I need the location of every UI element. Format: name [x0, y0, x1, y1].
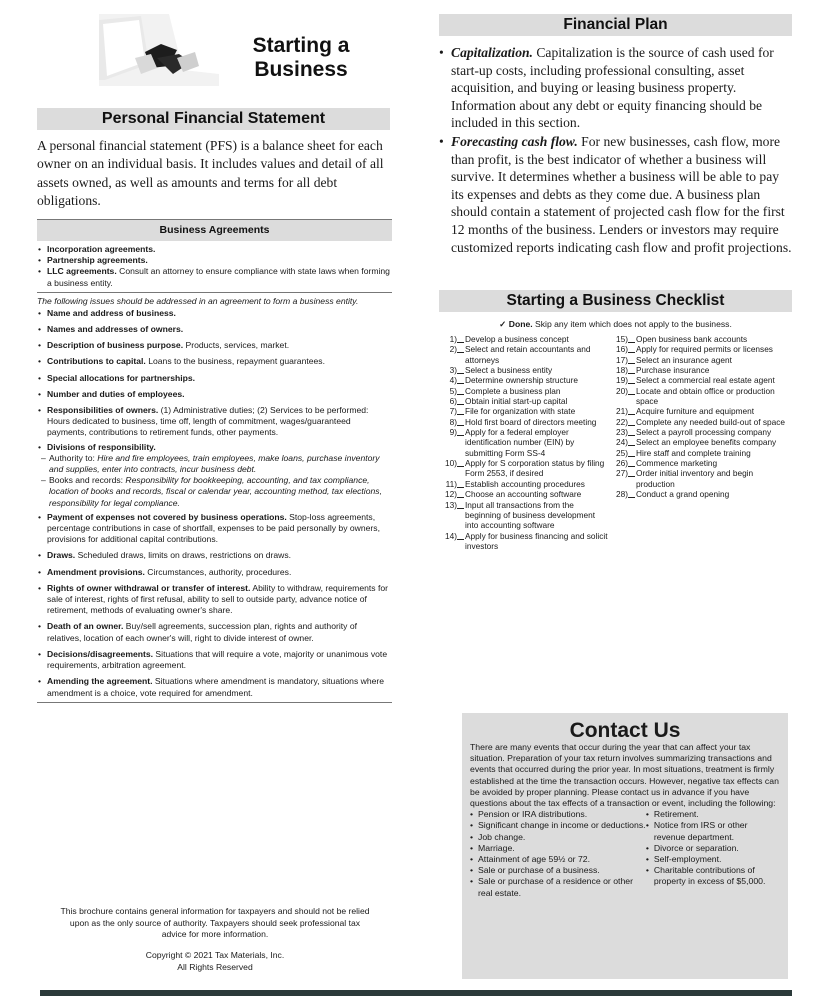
- sub-item: – Authority to: Hire and fire employees, train employees, make loans, purchase inventory and supplies, enter into contracts, incur business debt.: [41, 453, 392, 475]
- checklist-item: 13) Input all transactions from the beginning of business development into accounting software: [445, 499, 596, 531]
- pfs-text: A personal financial statement (PFS) is a balance sheet for each owner on an individual basis. It includes values and detail of all assets owned, as well as amounts and terms for all debt obligations.: [37, 138, 384, 209]
- checkbox-line[interactable]: [628, 437, 635, 446]
- checklist-item: 12) Choose an accounting software: [445, 489, 582, 500]
- checklist-item: 25) Hire staff and complete training: [616, 447, 751, 458]
- checklist-item: 2) Select and retain accountants and attorneys: [449, 344, 591, 365]
- checkbox-line[interactable]: [457, 458, 464, 467]
- list-item: • Retirement.: [646, 809, 780, 820]
- checkbox-line[interactable]: [457, 365, 464, 374]
- checklist-item: 1) Develop a business concept: [449, 334, 569, 344]
- checklist-item: 19) Select a commercial real estate agent: [616, 375, 775, 386]
- list-item: • Notice from IRS or other revenue department.: [646, 820, 780, 842]
- divider: [37, 702, 392, 703]
- divisions-sublist: [37, 453, 392, 509]
- checkbox-line[interactable]: [457, 500, 464, 509]
- checkbox-line[interactable]: [457, 531, 464, 540]
- checklist-item: 18) Purchase insurance: [616, 365, 710, 376]
- checklist-item: 24) Select an employee benefits company: [616, 437, 777, 448]
- checklist-item: 14) Apply for business financing and solicit investors: [445, 530, 608, 551]
- checkbox-line[interactable]: [457, 396, 464, 405]
- list-item: • Amending the agreement. Situations where amendment is mandatory, situations where amendment is a choice, vote required for amendment.: [37, 676, 392, 698]
- list-item: • Job change.: [470, 832, 646, 843]
- checkbox-line[interactable]: [628, 355, 635, 364]
- financial-plan-heading: Financial Plan: [439, 14, 792, 36]
- list-item: • Forecasting cash flow. For new businesses, cash flow, more than profit, is the best indicator of whether a business will survive. It determines whether a business will be able to pay its expenses and debts as they come due. A business plan should contain a statement of projected cash flow for the first 12 months of the business. Lenders or investors may require customized reports indicating cash flow and profit projections.: [439, 133, 793, 256]
- list-item: • Decisions/disagreements. Situations that will require a vote, majority or unanimous vote requirements, arbitration agreement.: [37, 649, 392, 671]
- checkbox-line[interactable]: [457, 417, 464, 426]
- list-item: • Name and address of business.: [37, 308, 392, 319]
- checklist-item: 27) Order initial inventory and begin production: [616, 468, 754, 489]
- contact-events: [470, 809, 780, 899]
- business-agreements-heading: Business Agreements: [37, 220, 392, 241]
- checklist-item: 4) Determine ownership structure: [449, 375, 578, 386]
- checklist-item: 3) Select a business entity: [449, 365, 553, 376]
- list-item: • LLC agreements. Consult an attorney to ensure compliance with state laws when forming a business entity.: [37, 266, 392, 288]
- list-item: • Rights of owner withdrawal or transfer of interest. Ability to withdraw, requirements for sale of interest, rights of first refusal, ability to sell to outside party, advance notice of retirement, methods of evaluating owner's share.: [37, 583, 392, 617]
- checkbox-line[interactable]: [457, 375, 464, 384]
- checkbox-line[interactable]: [457, 427, 464, 436]
- contact-title: Contact Us: [569, 719, 681, 742]
- list-item: • Description of business purpose. Products, services, market.: [37, 340, 392, 351]
- agreement-issues-list-2: [37, 512, 392, 699]
- checklist-heading: Starting a Business Checklist: [439, 290, 792, 312]
- check-icon: ✓: [499, 319, 507, 329]
- list-item: • Partnership agreements.: [37, 255, 392, 266]
- checkbox-line[interactable]: [628, 406, 635, 415]
- disclaimer-text: This brochure contains general information for taxpayers and should not be relied upon as the only source of authority. Taxpayers should seek professional tax advice for more information.: [60, 906, 370, 940]
- checklist-item: 15) Open business bank accounts: [616, 334, 748, 344]
- checklist-item: 8) Hold first board of directors meeting: [449, 416, 597, 427]
- checklist-item: 28) Conduct a grand opening: [616, 489, 730, 500]
- list-item: • Amendment provisions. Circumstances, authority, procedures.: [37, 567, 392, 578]
- checkbox-line[interactable]: [628, 375, 635, 384]
- checkbox-line[interactable]: [628, 365, 635, 374]
- checkbox-line[interactable]: [457, 489, 464, 498]
- list-item: • Divorce or separation.: [646, 843, 780, 854]
- checkbox-line[interactable]: [457, 479, 464, 488]
- bottom-bar: [40, 990, 792, 996]
- checkbox-line[interactable]: [628, 489, 635, 498]
- checklist-item: 20) Locate and obtain office or production space: [616, 385, 775, 407]
- list-item: • Draws. Scheduled draws, limits on draws, restrictions on draws.: [37, 550, 392, 561]
- brochure-title: Starting a Business: [252, 34, 350, 81]
- agreement-types-list: [37, 244, 392, 289]
- checkbox-line[interactable]: [628, 417, 635, 426]
- checklist-right-column: [611, 334, 794, 500]
- list-item: • Charitable contributions of property in excess of $5,000.: [646, 865, 780, 887]
- checklist-left-column: [440, 334, 610, 551]
- list-item: • Significant change in income or deductions.: [470, 820, 646, 831]
- checkbox-line[interactable]: [628, 427, 635, 436]
- checkbox-line[interactable]: [457, 334, 464, 343]
- list-item: • Number and duties of employees.: [37, 389, 392, 400]
- list-item: • Death of an owner. Buy/sell agreements, succession plan, rights and authority of relatives, location of each owner's will, right to divide interest of owner.: [37, 621, 392, 643]
- list-item: • Names and addresses of owners.: [37, 324, 392, 335]
- checklist-item: 22) Complete any needed build-out of space: [616, 416, 785, 427]
- sub-item: – Books and records: Responsibility for bookkeeping, accounting, and tax compliance, location of books and records, fiscal or calendar year, accounting method, tax elections, responsibility for legal compliance.: [41, 475, 392, 509]
- list-item: • Self-employment.: [646, 854, 780, 865]
- agreement-issues-list: [37, 308, 392, 453]
- list-item: • Pension or IRA distributions.: [470, 809, 646, 820]
- list-item: • Contributions to capital. Loans to the business, repayment guarantees.: [37, 356, 392, 367]
- contact-events-right: [646, 809, 780, 899]
- copyright-line: Copyright © 2021 Tax Materials, Inc.: [145, 950, 285, 960]
- contact-events-left: [470, 809, 646, 899]
- handshake-photo: [99, 14, 219, 86]
- checklist-item: 16) Apply for required permits or licenses: [616, 344, 773, 355]
- list-item: • Incorporation agreements.: [37, 244, 392, 255]
- contact-text: There are many events that occur during the year that can affect your tax situation. Preparation of your tax return involves summarizing transactions and events that occurred during the prior year. In most situations, treatment is firmly established at the time the transaction occurs. However, negative tax effects can be avoided by proper planning. Please contact us in advance if you have questions about the tax effects of a transaction or event, including the following:: [470, 742, 779, 809]
- agreement-intro: The following issues should be addressed in an agreement to form a business entity.: [37, 295, 359, 306]
- list-item: • Marriage.: [470, 843, 646, 854]
- checklist-item: 7) File for organization with state: [449, 406, 576, 417]
- checkbox-line[interactable]: [628, 468, 635, 477]
- checklist-item: 9) Apply for a federal employer identification number (EIN) by submitting Form SS-4: [449, 427, 575, 458]
- contact-box: [462, 713, 788, 979]
- checklist-item: 26) Commence marketing: [616, 458, 718, 469]
- list-item: • Capitalization. Capitalization is the source of cash used for start-up costs, including professional consulting, asset acquisition, and buying or leasing business property. Information about any debt or equity financing should be included in this section.: [439, 44, 793, 132]
- checkbox-line[interactable]: [628, 448, 635, 457]
- financial-plan-list: [439, 44, 793, 257]
- checklist-item: 11) Establish accounting procedures: [445, 478, 585, 489]
- business-agreements-box: [37, 219, 392, 703]
- list-item: • Sale or purchase of a business.: [470, 865, 646, 876]
- list-item: • Responsibilities of owners. (1) Administrative duties; (2) Services to be performed: Hours dedicated to business, time off, length of commitment, wages/guaranteed payments, contributions to retirement funds, other payments.: [37, 405, 392, 439]
- checkbox-line[interactable]: [457, 344, 464, 353]
- checklist-item: 21) Acquire furniture and equipment: [616, 406, 755, 417]
- checklist-item: 6) Obtain initial start-up capital: [449, 396, 568, 407]
- checkbox-line[interactable]: [628, 386, 635, 395]
- copyright: [60, 950, 370, 973]
- checklist-item: 10) Apply for S corporation status by filing Form 2553, if desired: [445, 458, 605, 479]
- checkbox-line[interactable]: [457, 386, 464, 395]
- list-item: • Payment of expenses not covered by business operations. Stop-loss agreements, percentage contributions in case of shortfall, expenses to be paid personally by owners, provisions for additional capital contributions.: [37, 512, 392, 546]
- checkbox-line[interactable]: [628, 334, 635, 343]
- list-item: • Attainment of age 59½ or 72.: [470, 854, 646, 865]
- checklist-item: 23) Select a payroll processing company: [616, 427, 772, 438]
- checklist-note: ✓ Done. Skip any item which does not apply to the business.: [499, 319, 732, 329]
- list-item: • Sale or purchase of a residence or other real estate.: [470, 876, 646, 898]
- checkbox-line[interactable]: [457, 406, 464, 415]
- list-item: • Special allocations for partnerships.: [37, 373, 392, 384]
- checkbox-line[interactable]: [628, 344, 635, 353]
- checklist-item: 17) Select an insurance agent: [616, 354, 732, 365]
- pfs-heading: Personal Financial Statement: [37, 108, 390, 130]
- list-item: • Divisions of responsibility.: [37, 442, 392, 453]
- checklist-item: 5) Complete a business plan: [449, 385, 561, 396]
- checkbox-line[interactable]: [628, 458, 635, 467]
- handshake-illustration: [99, 14, 219, 86]
- rights-line: All Rights Reserved: [177, 961, 253, 972]
